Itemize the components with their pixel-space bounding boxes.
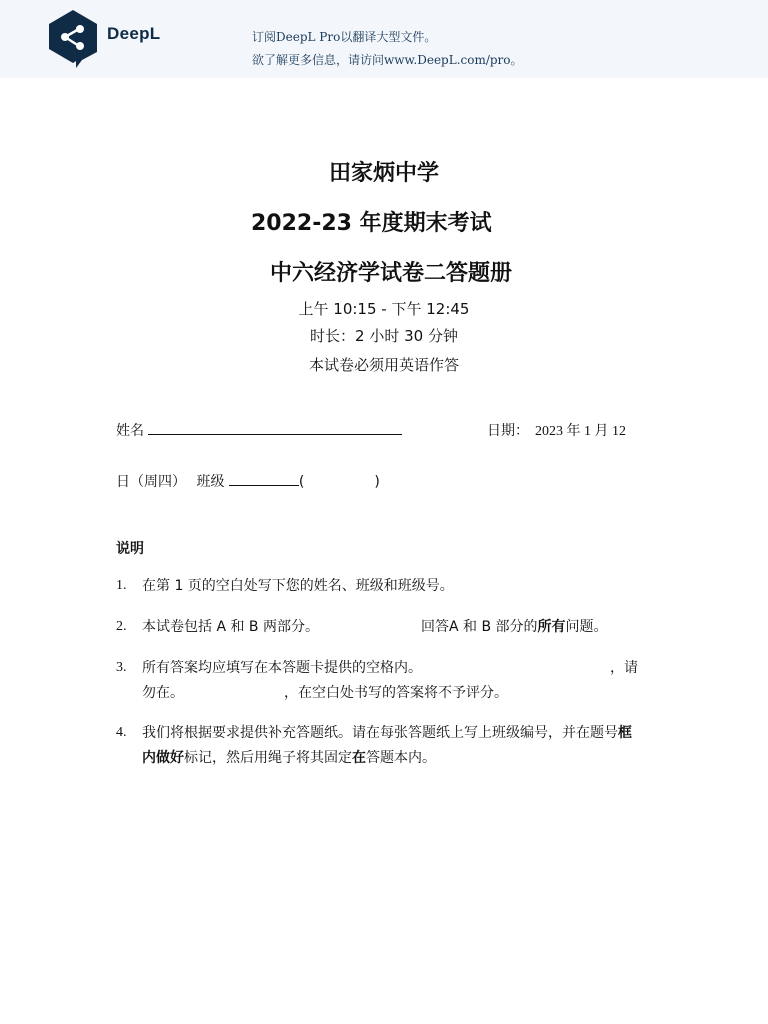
exam-time: 上午 10:15 - 下午 12:45 — [298, 300, 470, 318]
item-number: 2. — [116, 619, 127, 634]
deepl-logo-text: DeepL — [107, 24, 161, 43]
class-row — [116, 471, 380, 491]
language-note: 本试卷必须用英语作答 — [308, 356, 459, 374]
item-number: 4. — [116, 725, 127, 740]
item-4-part-c: 答题本内。 — [366, 750, 436, 766]
instructions-heading: 说明 — [116, 541, 144, 557]
deepl-logo-icon — [46, 9, 100, 69]
item-2-bold: 所有 — [537, 619, 566, 635]
item-3-part-b: ，请勿在。 — [142, 660, 638, 701]
item-number: 3. — [116, 660, 127, 675]
class-label: 班级 — [196, 474, 225, 490]
instruction-item-3 — [142, 656, 640, 706]
school-title: 田家炳中学 — [328, 161, 439, 186]
promo-line-2 — [252, 51, 523, 68]
item-3-part-c: ，在空白处书写的答案将不予评分。 — [284, 685, 508, 701]
item-3-part-a: 所有答案均应填写在本答题卡提供的空格内。 — [142, 660, 422, 676]
instruction-item-2 — [142, 615, 640, 640]
booklet-title: 中六经济学试卷二答题册 — [270, 261, 513, 286]
deepl-pro-link[interactable]: www.DeepL.com/pro — [384, 53, 511, 67]
deepl-banner — [0, 0, 768, 78]
exam-duration: 时长：2 小时 30 分钟 — [310, 327, 458, 345]
item-4-bold-b: 在 — [352, 750, 366, 766]
item-number: 1. — [116, 578, 127, 593]
paren-close: ) — [374, 474, 380, 490]
exam-title: 2022-23 年度期末考试 — [251, 211, 492, 236]
promo-prefix: 欲了解更多信息，请访问 — [252, 53, 385, 67]
date-label: 日期： — [487, 423, 529, 439]
promo-line-1: 订阅DeepL Pro以翻译大型文件。 — [252, 30, 437, 44]
item-2-part-b: 回答A 和 B 部分的 — [420, 619, 538, 635]
item-4-bold-a: 框内做好 — [142, 725, 632, 766]
day-label: 日（周四） — [116, 474, 186, 490]
item-4-part-a: 我们将根据要求提供补充答题纸。请在每张答题纸上写上班级编号，并在题号 — [142, 725, 618, 741]
date-value: 2023 年 1 月 12 — [535, 424, 626, 439]
class-blank[interactable] — [229, 471, 299, 486]
item-2-part-a: 本试卷包括 A 和 B 两部分。 — [142, 619, 319, 635]
name-row — [116, 420, 402, 440]
name-label: 姓名 — [116, 423, 144, 439]
item-2-part-c: 问题。 — [565, 619, 608, 635]
item-4-part-b: 标记，然后用绳子将其固定 — [184, 750, 352, 766]
date-row — [487, 420, 626, 440]
paren-open: ( — [298, 474, 305, 490]
instruction-item-4 — [142, 721, 640, 771]
name-blank[interactable] — [148, 420, 402, 435]
instruction-item-1: 在第 1 页的空白处写下您的姓名、班级和班级号。 — [142, 578, 454, 594]
promo-suffix: 。 — [510, 53, 523, 67]
